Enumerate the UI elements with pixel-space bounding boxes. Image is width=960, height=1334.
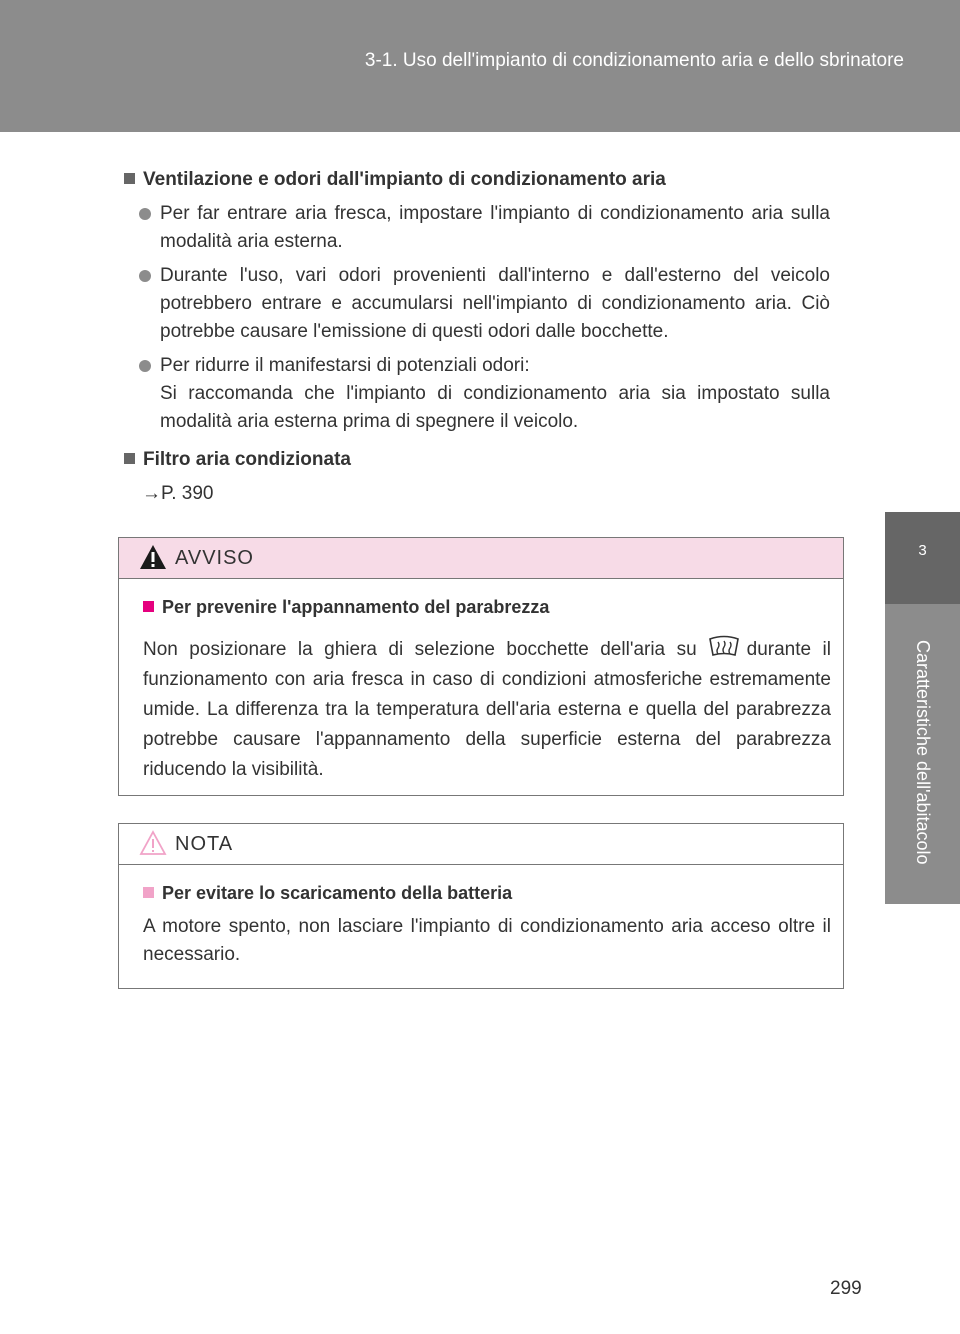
warning-header bbox=[119, 538, 843, 579]
round-bullet-icon bbox=[139, 360, 151, 372]
page-header bbox=[0, 0, 960, 132]
list-item: Per far entrare aria fresca, impostare l'impianto di condizionamento aria sulla modalità aria esterna. bbox=[124, 200, 830, 256]
square-bullet-icon bbox=[124, 453, 135, 464]
chapter-label bbox=[885, 612, 960, 892]
round-bullet-icon bbox=[139, 208, 151, 220]
round-bullet-icon bbox=[139, 270, 151, 282]
note-box bbox=[118, 823, 844, 989]
chapter-number: 3 bbox=[918, 542, 927, 559]
windshield-defrost-icon bbox=[707, 635, 741, 661]
chapter-tab bbox=[885, 512, 960, 604]
section-heading-ventilation: Ventilazione e odori dall'impianto di condizionamento aria bbox=[124, 166, 830, 194]
warning-label: AVVISO bbox=[175, 547, 254, 569]
page-reference: →P. 390 bbox=[142, 483, 214, 504]
warning-box bbox=[118, 537, 844, 796]
note-heading: Per evitare lo scaricamento della batteria bbox=[143, 879, 831, 907]
chapter-label-text: Caratteristiche dell'abitacolo bbox=[913, 639, 933, 865]
section-heading-filter: Filtro aria condizionata bbox=[124, 446, 830, 474]
warning-triangle-icon bbox=[139, 544, 167, 570]
chapter-title: 3-1. Uso dell'impianto di condizionamento aria e dello sbrinatore bbox=[364, 50, 904, 71]
square-bullet-icon bbox=[124, 173, 135, 184]
square-bullet-icon bbox=[143, 601, 154, 612]
note-text: A motore spento, non lasciare l'impianto di condizionamento aria acceso oltre il necessario. bbox=[143, 916, 831, 965]
note-label: NOTA bbox=[175, 833, 234, 855]
note-header bbox=[119, 824, 843, 865]
list-item: Durante l'uso, vari odori provenienti dall'interno e dall'esterno del veicolo potrebbero entrare e accumularsi nell'impianto di condizionamento aria. Ciò potrebbe causare l'emissione di questi odori dalle bocchette. bbox=[124, 262, 830, 346]
warning-text: Non posizionare la ghiera di selezione bocchette dell'aria su durante il funzionamento con aria fresca in caso di condizioni atmosferiche estremamente umide. La differenza tra la temperatura dell'aria esterna e quella del parabrezza potrebbe causare l'appannamento della superficie esterna del parabrezza riducendo la visibilità. bbox=[143, 635, 831, 785]
page-number: 299 bbox=[830, 1278, 862, 1299]
list-item: Per ridurre il manifestarsi di potenziali odori: Si raccomanda che l'impianto di condizionamento aria sia impostato sulla modalità aria esterna prima di spegnere il veicolo. bbox=[124, 352, 830, 436]
caution-triangle-icon bbox=[139, 830, 167, 856]
warning-heading: Per prevenire l'appannamento del parabrezza bbox=[143, 593, 831, 621]
main-content bbox=[124, 166, 830, 508]
square-bullet-icon bbox=[143, 887, 154, 898]
